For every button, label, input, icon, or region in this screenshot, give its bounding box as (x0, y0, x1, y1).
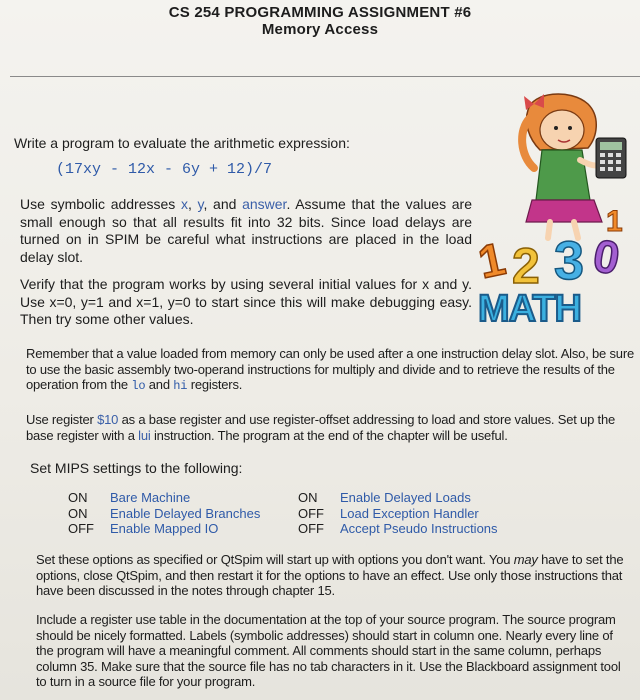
settings-left-list (68, 490, 298, 537)
setting-row: ON Bare Machine (68, 490, 191, 505)
svg-text:1: 1 (473, 232, 510, 289)
setting-row: OFF Enable Mapped IO (68, 521, 219, 536)
paragraph-documentation: Include a register use table in the documentation at the top of your source program. The source program should be nicely formatted. Labels (symbolic addresses) should start in column one. Nearly every line of the program will have a meaningful comment. All comments should start in the same column, perhaps column 35. Make sure that the source file has no tab characters in it. Use the Blackboard assignment tool to turn in a source file for your program. (36, 612, 621, 689)
paragraph-symbolic-addresses: Use symbolic addresses x, y, and answer. Assume that the values are small enough so that all results fit into 32 bits. Since load delays are turned on in SPIM be careful what instructions are placed in the load delay slot. (20, 196, 472, 265)
setting-row: ON Enable Delayed Branches (68, 505, 261, 521)
paragraph-base-register: Use register $10 as a base register and use register-offset addressing to load and store values. Set up the base register with a lui instruction. The program at the end of the chapter will be useful. (26, 412, 616, 443)
setting-row: OFF Load Exception Handler (298, 505, 479, 521)
math-wordart: MATH (478, 288, 581, 330)
svg-text:1: 1 (606, 205, 623, 238)
settings-right-list (298, 490, 538, 537)
settings-heading: Set MIPS settings to the following: (30, 460, 243, 476)
intro-text: Write a program to evaluate the arithmetic expression: (14, 135, 350, 151)
paragraph-verify: Verify that the program works by using several initial values for x and y. Use x=0, y=1 and x=1, y=0 to start since this will make debugging easy. Then try some other values. (20, 276, 472, 328)
arithmetic-expression: (17xy - 12x - 6y + 12)/7 (56, 161, 273, 178)
paragraph-qtspim: Set these options as specified or QtSpim will start up with options you don't want. You may have to set the options, close QtSpim, and then restart it for the options to have an effect. Use only those instructions that have been discussed in the notes through chapter 15. (36, 552, 624, 598)
svg-text:3: 3 (554, 231, 585, 291)
setting-row: OFF Accept Pseudo Instructions (298, 521, 498, 536)
svg-text:0: 0 (589, 228, 624, 285)
paragraph-delay-slot: Remember that a value loaded from memory can only be used after a one instruction delay slot. Also, be sure to use the basic assembly two-operand instructions for multiply and divide and to retrieve the results of the operation from the lo and hi registers. (26, 346, 634, 393)
assignment-title: CS 254 PROGRAMMING ASSIGNMENT #6 (168, 4, 472, 21)
setting-row: ON Enable Delayed Loads (298, 490, 471, 505)
header-divider (10, 76, 640, 77)
svg-text:2: 2 (512, 238, 540, 294)
calculator-icon (596, 138, 626, 178)
assignment-subtitle: Memory Access (261, 21, 379, 38)
digits-decoration-icon (473, 195, 638, 294)
